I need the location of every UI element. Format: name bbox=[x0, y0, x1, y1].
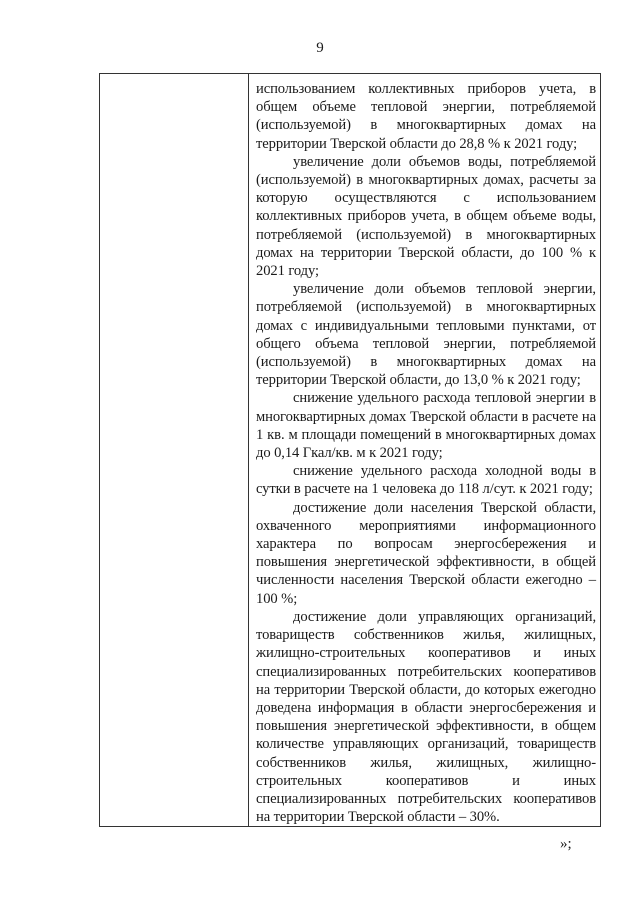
closing-quote-mark: »; bbox=[560, 836, 572, 852]
table-right-column bbox=[256, 80, 596, 826]
table-paragraph: снижение удельного расхода тепловой энергии в многоквартирных домах Тверской области в расчете на 1 кв. м площади помещений в многоквартирных домах до 0,14 Гкал/кв. м к 2021 году; bbox=[256, 390, 596, 462]
table-paragraph: увеличение доли объемов воды, потребляемой (используемой) в многоквартирных домах, расчеты за которую осуществляются с использованием коллективных приборов учета, в общем объеме воды, потребляемой (используемой) в многоквартирных домах на территории Тверской области, до 100 % к 2021 году; bbox=[256, 153, 596, 280]
table-left-column bbox=[100, 74, 249, 826]
document-table bbox=[99, 73, 601, 827]
page-number: 9 bbox=[316, 40, 324, 56]
table-paragraph: использованием коллективных приборов учета, в общем объеме тепловой энергии, потребляемой (используемой) в многоквартирных домах на территории Тверской области до 28,8 % к 2021 году; bbox=[256, 81, 596, 152]
table-paragraph: достижение доли населения Тверской области, охваченного мероприятиями информационного характера по вопросам энергосбережения и повышения энергетической эффективности, в общей численности населения Тверской области ежегодно – 100 %; bbox=[256, 499, 596, 607]
table-paragraph: достижение доли управляющих организаций, товариществ собственников жилья, жилищных, жилищно-строительных кооперативов и иных специализированных потребительских кооперативов на территории Тверской области, до которых ежегодно доведена информация в области энергосбережения и повышения энергетической эффективности, в общем количестве управляющих организаций, товариществ собственников жилья, жилищных, жилищно-строительных кооперативов и иных специализированных потребительских кооперативов на территории Тверской области – 30%. bbox=[256, 608, 596, 826]
table-paragraph: увеличение доли объемов тепловой энергии, потребляемой (используемой) в многоквартирных домах с индивидуальными тепловыми пунктами, от общего объема тепловой энергии, потребляемой (используемой) в многоквартирных домах на территории Тверской области, до 13,0 % к 2021 году; bbox=[256, 281, 596, 389]
table-paragraph: снижение удельного расхода холодной воды в сутки в расчете на 1 человека до 118 л/сут. к 2021 году; bbox=[256, 463, 596, 498]
